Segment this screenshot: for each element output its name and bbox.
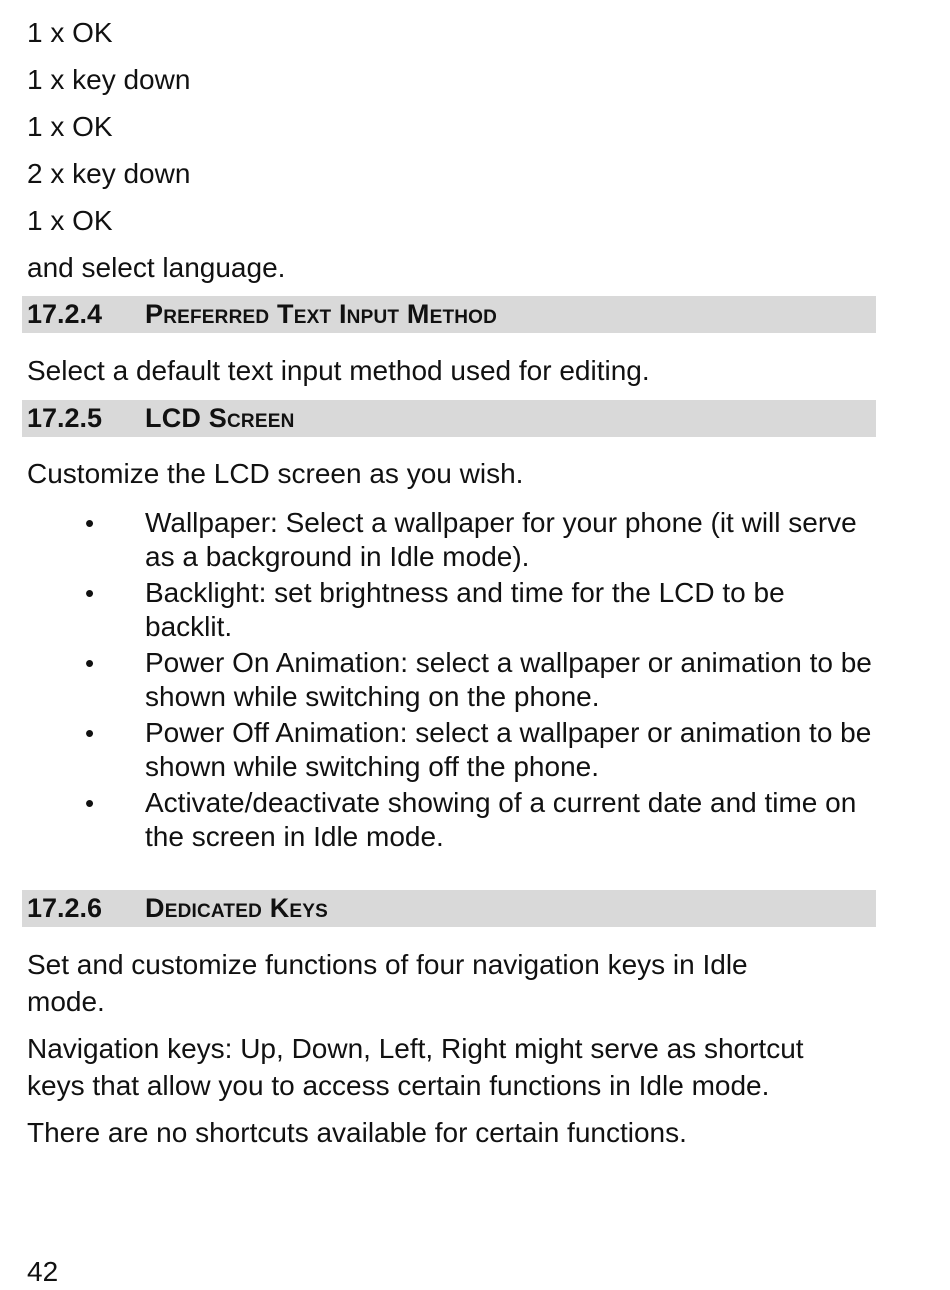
list-item (0, 786, 875, 854)
list-item-text: Power Off Animation: select a wallpaper or animation to be shown while switching off the phone. (145, 717, 872, 782)
section-paragraph: There are no shortcuts available for certain functions. (27, 1117, 687, 1148)
bullet-icon: • (85, 718, 95, 748)
step-line: 1 x key down (27, 64, 191, 95)
section-body: Customize the LCD screen as you wish. (27, 458, 524, 489)
step-line: 1 x OK (27, 205, 113, 236)
section-title: Preferred Text Input Method (145, 299, 498, 329)
page-number: 42 (27, 1256, 59, 1287)
list-item (0, 646, 875, 714)
section-number: 17.2.6 (27, 893, 103, 923)
step-line: 2 x key down (27, 158, 191, 189)
section-heading-dedicated-keys (22, 890, 876, 927)
section-title: LCD Screen (145, 403, 295, 433)
list-item-text: Backlight: set brightness and time for the LCD to be backlit. (145, 577, 785, 642)
bullet-icon: • (85, 578, 95, 608)
section-heading-lcd-screen (22, 400, 876, 437)
list-item (0, 576, 875, 644)
list-item-text: Power On Animation: select a wallpaper or animation to be shown while switching on the phone. (145, 647, 872, 712)
list-item-text: Activate/deactivate showing of a current date and time on the screen in Idle mode. (145, 787, 857, 852)
list-item-text: Wallpaper: Select a wallpaper for your phone (it will serve as a background in Idle mode). (145, 507, 857, 572)
step-line: and select language. (27, 252, 286, 283)
list-item (0, 716, 875, 784)
section-body: Select a default text input method used for editing. (27, 355, 650, 386)
lcd-options-list (0, 506, 950, 856)
bullet-icon: • (85, 788, 95, 818)
section-heading-preferred-text-input (22, 296, 876, 333)
bullet-icon: • (85, 508, 95, 538)
section-number: 17.2.5 (27, 403, 103, 433)
list-item (0, 506, 875, 574)
section-paragraph: Set and customize functions of four navigation keys in Idle mode. (27, 949, 748, 1017)
step-line: 1 x OK (27, 17, 113, 48)
section-number: 17.2.4 (27, 299, 103, 329)
step-line: 1 x OK (27, 111, 113, 142)
bullet-icon: • (85, 648, 95, 678)
section-title: Dedicated Keys (145, 893, 329, 923)
section-paragraph: Navigation keys: Up, Down, Left, Right might serve as shortcut keys that allow you to access certain functions in Idle mode. (27, 1033, 804, 1101)
